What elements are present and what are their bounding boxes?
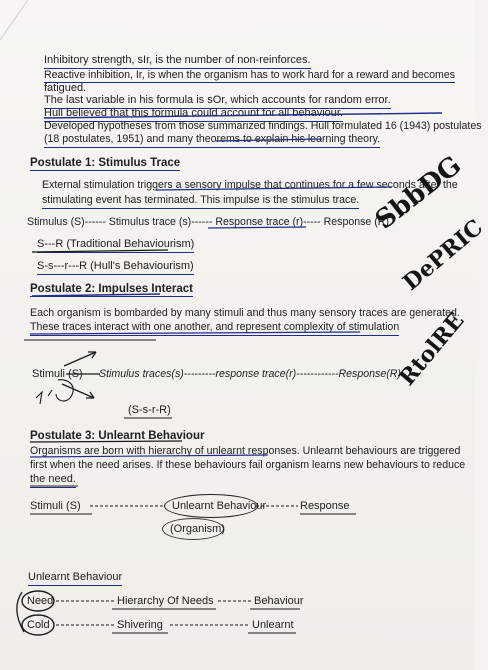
postulate-2-title-text: Postulate 2: Impulses Interact [30, 283, 193, 295]
intro-line-6: Developed hypotheses from those summarized findings. Hull formulated 16 (1943) postulates [44, 120, 482, 132]
need-oval [22, 591, 54, 611]
underline-stroke [216, 139, 322, 141]
bottom-title: Unlearnt Behaviour [28, 571, 122, 586]
traditional-behaviourism: S---R (Traditional Behaviourism) [37, 238, 194, 253]
postulate-2-text-2: These traces interact with one another, and represent complexity of stimulation [30, 321, 399, 336]
postulate-1-title-text: Postulate 1: Stimulus Trace [30, 157, 181, 169]
postulate-3-text-3: the need. [30, 473, 76, 488]
postulate-3-title-text: Postulate 3: Unlearnt Behaviour [30, 430, 205, 442]
bottom-need: Need [27, 595, 54, 607]
postulate-1-text-2: stimulating event has terminated. This impulse is the stimulus trace. [42, 194, 359, 209]
underline-stroke [32, 294, 160, 296]
postulate-3-organism: (Organism) [170, 523, 226, 535]
margin-scribble-1: SbbDG [370, 150, 468, 236]
intro-line-4: The last variable in his formula is sOr, which accounts for random error. [44, 94, 391, 109]
bottom-hierarchy: Hierarchy Of Needs [117, 595, 214, 607]
margin-scribble-2: DePRIC [398, 214, 488, 296]
postulate-1-chain: Stimulus (S)------ Stimulus trace (s)------ Response trace (r)----- Response (R) [27, 216, 389, 228]
underline-stroke [30, 441, 182, 442]
intro-line-5: Hull believed that this formula could account for all behaviour. [44, 107, 343, 122]
postulate-3-stimuli: Stimuli (S) [30, 500, 81, 512]
intro-line-7: (18 postulates, 1951) and many theorems to explain his learning theory. [44, 133, 380, 148]
bottom-behaviour: Behaviour [254, 595, 304, 607]
postulate-3-text-2: first when the need arises. If these behaviours fail organism learns new behaviours to reduce [30, 459, 466, 471]
bottom-unlearnt: Unlearnt [252, 619, 294, 631]
arrow-stroke [64, 352, 96, 366]
postulate-2-text-1: Each organism is bombarded by many stimuli and thus many sensory traces are generated. [30, 307, 460, 319]
page-crease [0, 0, 28, 40]
postulate-2-chain: Stimulus traces(s)---------response trace(r)------------Response(R) [99, 368, 401, 380]
pen-scribble [36, 390, 52, 404]
bottom-shivering: Shivering [117, 619, 163, 631]
underline-stroke [30, 332, 360, 334]
postulate-2-stimuli: Stimuli (S) [32, 368, 83, 380]
underline-stroke [30, 455, 268, 457]
postulate-1-text-1: External stimulation triggers a sensory impulse that continues for a few seconds after the [42, 179, 458, 191]
cold-oval [22, 615, 54, 635]
pen-scribble [56, 380, 73, 401]
intro-line-2-text: Reactive inhibition, Ir, is when the organism has to work hard for a reward and becomes [44, 69, 456, 81]
underline-stroke [156, 187, 392, 190]
underline-stroke [44, 113, 442, 118]
arrow-stroke [62, 384, 94, 398]
postulate-3-text-1: Organisms are born with hierarchy of unlearnt responses. Unlearnt behaviours are triggered [30, 445, 461, 457]
margin-scribble-3: RtolRE [394, 307, 470, 391]
postulate-3-unlearnt: Unlearnt Behaviour [172, 500, 267, 512]
hull-behaviourism: S-s---r---R (Hull's Behaviourism) [37, 260, 194, 275]
intro-line-3: fatigued. [44, 82, 87, 94]
intro-line-1: Inhibitory strength, sIr, is the number of non-reinforces. [44, 54, 311, 69]
underline-stroke [208, 227, 306, 228]
postulate-3-response: Response [300, 500, 350, 512]
bottom-cold: Cold [27, 619, 50, 631]
postulate-2-formula: (S-s-r-R) [128, 404, 171, 416]
underline-stroke [32, 250, 168, 252]
